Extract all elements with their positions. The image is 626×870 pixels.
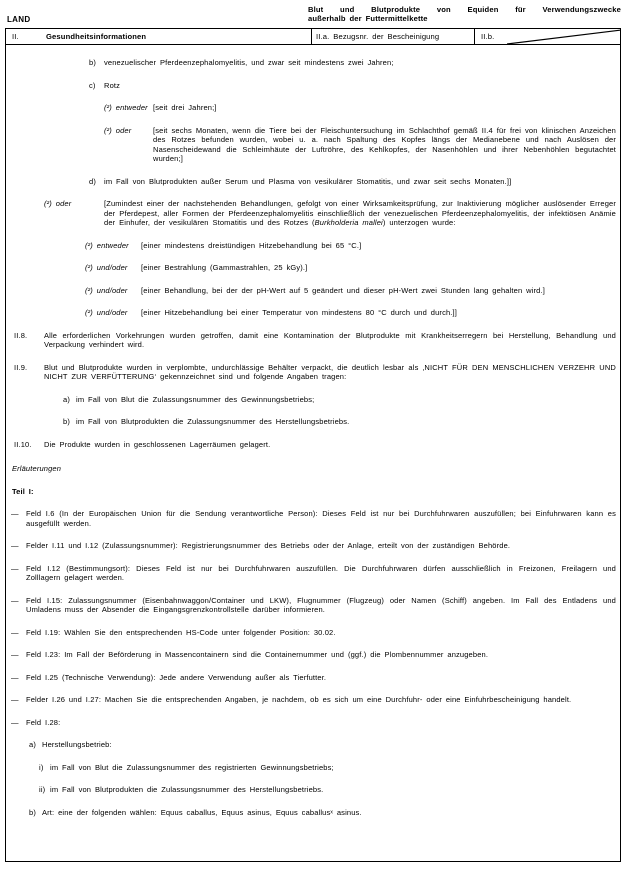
note-text: Feld I.23: Im Fall der Beförderung in Massencontainern sind die Containernummer und (ggf.) die Plombennummer anzugeben. xyxy=(26,650,489,659)
page-header xyxy=(0,0,626,24)
part-one-heading: Teil I: xyxy=(12,486,34,496)
note-fields-i26-i27 xyxy=(11,695,616,705)
item-marker: a) xyxy=(29,740,36,749)
treatment-label: (²) entweder xyxy=(85,240,129,250)
species-name-italic: Burkholderia mallei xyxy=(314,218,383,227)
note-field-i15 xyxy=(11,596,616,615)
dash-marker: — xyxy=(11,595,19,605)
note-text: Feld I.25 (Technische Verwendung): Jede andere Verwendung außer als Tierfutter. xyxy=(26,672,327,682)
note-field-i28 xyxy=(11,718,616,728)
certificate-reference-field xyxy=(311,29,474,44)
item-d-vesicular-stomatitis xyxy=(89,177,616,187)
certificate-body xyxy=(5,45,621,862)
item-text: venezuelischer Pferdeenzephalomyelitis, und zwar seit mindestens zwei Jahren; xyxy=(104,58,394,67)
dash-marker: — xyxy=(11,509,19,518)
item-text: im Fall von Blut die Zulassungsnummer des registrierten Gewinnungsbetriebs; xyxy=(50,762,334,772)
note-fields-i11-i12 xyxy=(11,541,616,551)
section-ii8 xyxy=(8,331,616,350)
dash-marker: — xyxy=(11,695,19,704)
treatment-text: [einer Hitzebehandlung bei einer Temperatur von mindestens 80 °C durch und durch.]] xyxy=(141,308,457,317)
section-header-row xyxy=(5,28,621,45)
option-text: [seit sechs Monaten, wenn die Tiere bei der Fleischuntersuchung im Schlachthof gemäß II.4 für frei von klinischen Anzeichen des Rotzes befunden wurden, wobei u. a. nach Spaltung des Kopfes längs der Medianebene und nach Auslösen der Nasenscheidewand die Schleimhäute der Luftröhre, des Kehlkopfes, der Nasenhöhlen und ihrer Nebenhöhlen begutachtet wurden;] xyxy=(153,125,616,163)
section-title-cell xyxy=(6,29,311,44)
note-text: Felder I.26 und I.27: Machen Sie die entsprechenden Angaben, je nachdem, ob es sich um eine Durchfuhr- oder eine Einfuhrbescheinigung handelt. xyxy=(26,695,572,704)
item-marker: c) xyxy=(89,80,96,90)
i28-item-a-production-plant xyxy=(29,740,616,750)
item-text: im Fall von Blutprodukten außer Serum und Plasma von vesikulärer Stomatitis, und zwar seit sechs Monaten.]] xyxy=(104,176,512,186)
item-b-venezuelan-encephalomyelitis xyxy=(89,58,616,68)
note-field-i19 xyxy=(11,628,616,638)
ii9-item-a xyxy=(63,395,616,405)
option-label: (²) oder xyxy=(44,199,72,208)
treatment-text: [einer Bestrahlung (Gammastrahlen, 25 kGy).] xyxy=(141,263,308,272)
option-text: [seit drei Jahren;] xyxy=(153,103,217,112)
option-entweder-three-years xyxy=(104,103,616,113)
note-field-i25 xyxy=(11,673,616,683)
option-text-pre: [Zumindest einer der nachstehenden Behandlungen, gefolgt von einer Wirksamkeitsprüfung, zur Inaktivierung möglicher auslösender Erreger der Pferdepest, aller Formen der Pferdeenzephalomyelitis einschließlich der venezuelischen Pferdeenzephalomyelitis, der infektiösen Anämie der Einhufer, der vesikulären Stomatitis und des Rotzes ( xyxy=(104,199,616,227)
note-text: Felder I.11 und I.12 (Zulassungsnummer): Registrierungsnummer des Betriebs oder der Anlage, erteilt von der zuständigen Behörde. xyxy=(26,541,511,550)
treatment-text: [einer Behandlung, bei der der pH-Wert auf 5 geändert und dieser pH-Wert zwei Stunden lang gehalten wird.] xyxy=(141,285,545,295)
dash-marker: — xyxy=(11,563,19,573)
section-number: II.10. xyxy=(14,439,32,449)
section-text: Die Produkte wurden in geschlossenen Lagerräumen gelagert. xyxy=(44,439,271,449)
note-text: Feld I.12 (Bestimmungsort): Dieses Feld ist nur bei Durchfuhrwaren auszufüllen. Die Durchfuhrwaren dürfen ausschließlich in Freizonen, Freilagern und Zolllagern gelagert werden. xyxy=(26,563,616,582)
option-oder-treatments-block xyxy=(44,199,616,228)
item-c-glanders xyxy=(89,81,616,91)
note-text: Feld I.15: Zulassungsnummer (Eisenbahnwaggon/Container und LKW), Flugnummer (Flugzeug) oder Namen (Schiff) angeben. Im Fall des Entladens und Umladens muss der Absender die Eingangsgrenzkontrollstelle darüber informieren. xyxy=(26,595,616,614)
treatment-text: [einer mindestens dreistündigen Hitzebehandlung bei 65 °C.] xyxy=(141,240,362,250)
i28-item-b-species xyxy=(29,808,616,818)
dash-marker: — xyxy=(11,627,19,637)
section-text: Alle erforderlichen Vorkehrungen wurden getroffen, damit eine Kontamination der Blutprodukte mit Krankheitserregern bei Herstellung, Behandlung und Verpackung verhindert wird. xyxy=(44,330,616,349)
item-marker: b) xyxy=(29,807,36,817)
item-text: Herstellungsbetrieb: xyxy=(42,740,112,749)
section-number: II. xyxy=(12,31,19,41)
item-text: Art: eine der folgenden wählen: Equus caballus, Equus asinus, Equus caballusˣ asinus. xyxy=(42,807,362,817)
dash-marker: — xyxy=(11,717,19,727)
note-text: Feld I.19: Wählen Sie den entsprechenden HS-Code unter folgender Position: 30.02. xyxy=(26,627,336,637)
treatment-heat-80 xyxy=(85,308,616,318)
item-text: im Fall von Blut die Zulassungsnummer des Gewinnungsbetriebs; xyxy=(76,394,315,404)
item-marker: b) xyxy=(63,417,70,426)
section-number: II.8. xyxy=(14,330,28,340)
document-title-line1: Blut und Blutprodukte von Equiden für Verwendungszwecke xyxy=(308,4,621,14)
certificate-reference-label: II.a. Bezugsnr. der Bescheinigung xyxy=(316,31,440,41)
note-text: Feld I.6 (In der Europäischen Union für die Sendung verantwortliche Person): Dieses Feld ist nur bei Durchfuhrwaren auszufüllen; bei Einfuhrwaren kann es ausgefüllt werden. xyxy=(26,509,616,528)
treatment-ph5 xyxy=(85,286,616,296)
option-label: (²) entweder xyxy=(104,103,148,112)
option-oder-six-months xyxy=(104,126,616,164)
option-text xyxy=(104,199,616,228)
notes-heading: Erläuterungen xyxy=(12,464,62,473)
item-marker: b) xyxy=(89,58,96,67)
section-number: II.9. xyxy=(14,362,28,372)
dash-marker: — xyxy=(11,650,19,659)
item-text: im Fall von Blutprodukten die Zulassungsnummer des Herstellungsbetriebs. xyxy=(50,785,324,794)
item-marker: ii) xyxy=(39,785,46,794)
note-field-i6 xyxy=(11,509,616,528)
note-field-i12 xyxy=(11,564,616,583)
note-field-i23 xyxy=(11,650,616,660)
i28-item-i-blood xyxy=(39,763,616,773)
iib-label: II.b. xyxy=(481,31,495,41)
treatment-label: (²) und/oder xyxy=(85,263,128,272)
section-ii10 xyxy=(8,440,616,450)
item-marker: a) xyxy=(63,394,70,404)
document-title xyxy=(308,5,621,24)
land-label: LAND xyxy=(7,14,31,24)
treatment-irradiation xyxy=(85,263,616,273)
note-text: Feld I.28: xyxy=(26,717,61,727)
section-title: Gesundheitsinformationen xyxy=(46,31,147,41)
dash-marker: — xyxy=(11,541,19,550)
item-text: im Fall von Blutprodukten die Zulassungsnummer des Herstellungsbetriebs. xyxy=(76,417,350,426)
treatment-label: (²) und/oder xyxy=(85,308,128,317)
dash-marker: — xyxy=(11,672,19,682)
iib-field xyxy=(474,29,620,44)
treatment-heat-65 xyxy=(85,241,616,251)
item-marker: i) xyxy=(39,762,44,772)
item-marker: d) xyxy=(89,176,96,186)
i28-item-ii-blood-products xyxy=(39,785,616,795)
option-label: (²) oder xyxy=(104,125,132,135)
option-text-post: ) unterzogen wurde: xyxy=(382,218,456,227)
diagonal-strike-line xyxy=(507,29,620,44)
document-title-line2: außerhalb der Futtermittelkette xyxy=(308,14,428,24)
item-text: Rotz xyxy=(104,80,121,90)
ii9-item-b xyxy=(63,417,616,427)
section-ii9 xyxy=(8,363,616,382)
section-text: Blut und Blutprodukte wurden in verplombte, undurchlässige Behälter verpackt, die deutlich lesbar als ‚NICHT FÜR DEN MENSCHLICHEN VERZEHR UND NICHT ZUR VERFÜTTERUNG‘ gekennzeichnet sind und folgende Angaben tragen: xyxy=(44,362,616,381)
treatment-label: (²) und/oder xyxy=(85,285,128,295)
